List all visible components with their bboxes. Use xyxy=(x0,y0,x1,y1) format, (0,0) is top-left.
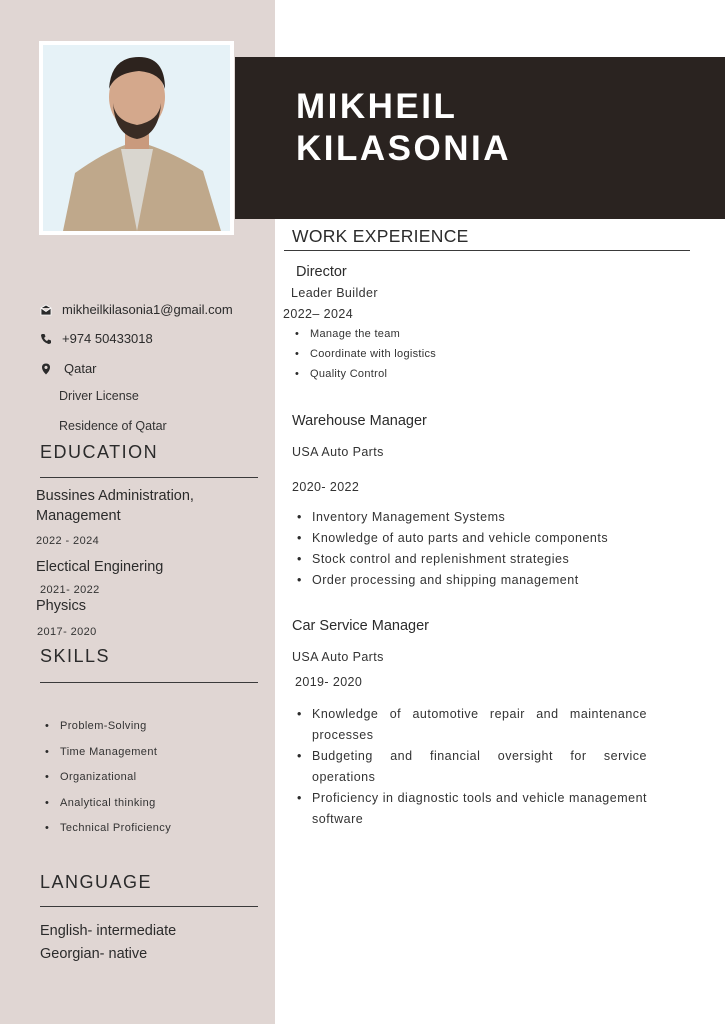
map-pin-icon xyxy=(40,363,52,375)
job-bullet: • Knowledge of automotive repair and maintenance processes xyxy=(292,704,647,746)
license-text: Driver License xyxy=(59,389,139,403)
last-name: KILASONIA xyxy=(296,129,511,168)
envelope-icon xyxy=(40,304,52,316)
job-bullet: • Manage the team xyxy=(290,324,436,344)
job-1-bullets xyxy=(290,324,436,384)
education-item-1-title xyxy=(36,486,194,526)
job-2-bullets xyxy=(292,507,608,591)
education-divider xyxy=(40,477,258,478)
job-bullet: • Quality Control xyxy=(290,364,436,384)
job-1-company: Leader Builder xyxy=(291,286,378,300)
education-item-1-years: 2022 - 2024 xyxy=(36,535,100,547)
education-item-2-years: 2021- 2022 xyxy=(40,584,100,596)
job-3-title: Car Service Manager xyxy=(292,618,429,634)
skills-heading: SKILLS xyxy=(40,646,111,666)
skill-item: • Analytical thinking xyxy=(40,797,171,823)
skill-item: • Technical Proficiency xyxy=(40,822,171,848)
language-item: English- intermediate xyxy=(40,923,177,939)
education-item-3-years: 2017- 2020 xyxy=(37,626,97,638)
job-3-bullets xyxy=(292,704,647,830)
language-divider xyxy=(40,906,258,907)
email-text: mikheilkilasonia1@gmail.com xyxy=(62,302,233,317)
language-list xyxy=(40,920,176,966)
job-3-years: 2019- 2020 xyxy=(295,675,363,689)
job-2-title: Warehouse Manager xyxy=(292,413,427,429)
residence-text: Residence of Qatar xyxy=(59,419,167,433)
job-bullet: • Knowledge of auto parts and vehicle components xyxy=(292,528,608,549)
job-2-company: USA Auto Parts xyxy=(292,445,384,459)
education-item-1-title-line1: Bussines Administration, xyxy=(36,488,194,504)
skill-item: • Problem-Solving xyxy=(40,720,171,746)
job-bullet: • Coordinate with logistics xyxy=(290,344,436,364)
job-1-years: 2022– 2024 xyxy=(283,307,354,321)
education-item-2-title: Electical Enginering xyxy=(36,559,164,575)
work-heading: WORK EXPERIENCE xyxy=(292,226,469,246)
work-divider xyxy=(284,250,690,251)
contact-phone xyxy=(40,331,153,346)
first-name: MIKHEIL xyxy=(296,87,458,126)
job-2-years: 2020- 2022 xyxy=(292,480,360,494)
job-bullet: • Order processing and shipping management xyxy=(292,570,608,591)
job-bullet: • Inventory Management Systems xyxy=(292,507,608,528)
full-name xyxy=(296,86,511,170)
job-bullet: • Budgeting and financial oversight for service operations xyxy=(292,746,647,788)
phone-icon xyxy=(40,333,52,345)
language-heading: LANGUAGE xyxy=(40,872,153,892)
job-bullet: • Proficiency in diagnostic tools and vehicle management software xyxy=(292,788,647,830)
contact-location xyxy=(40,361,97,376)
contact-email xyxy=(40,302,233,317)
job-1-title: Director xyxy=(296,264,347,280)
phone-text: +974 50433018 xyxy=(62,331,153,346)
education-heading: EDUCATION xyxy=(40,442,159,462)
skills-list xyxy=(40,720,171,848)
skill-item: • Time Management xyxy=(40,746,171,772)
job-bullet: • Stock control and replenishment strategies xyxy=(292,549,608,570)
portrait-image xyxy=(43,45,230,231)
location-text: Qatar xyxy=(64,361,97,376)
skill-item: • Organizational xyxy=(40,771,171,797)
profile-photo xyxy=(39,41,234,235)
education-item-3-title: Physics xyxy=(36,598,86,614)
education-item-1-title-line2: Management xyxy=(36,508,121,524)
job-3-company: USA Auto Parts xyxy=(292,650,384,664)
skills-divider xyxy=(40,682,258,683)
language-item: Georgian- native xyxy=(40,946,148,962)
